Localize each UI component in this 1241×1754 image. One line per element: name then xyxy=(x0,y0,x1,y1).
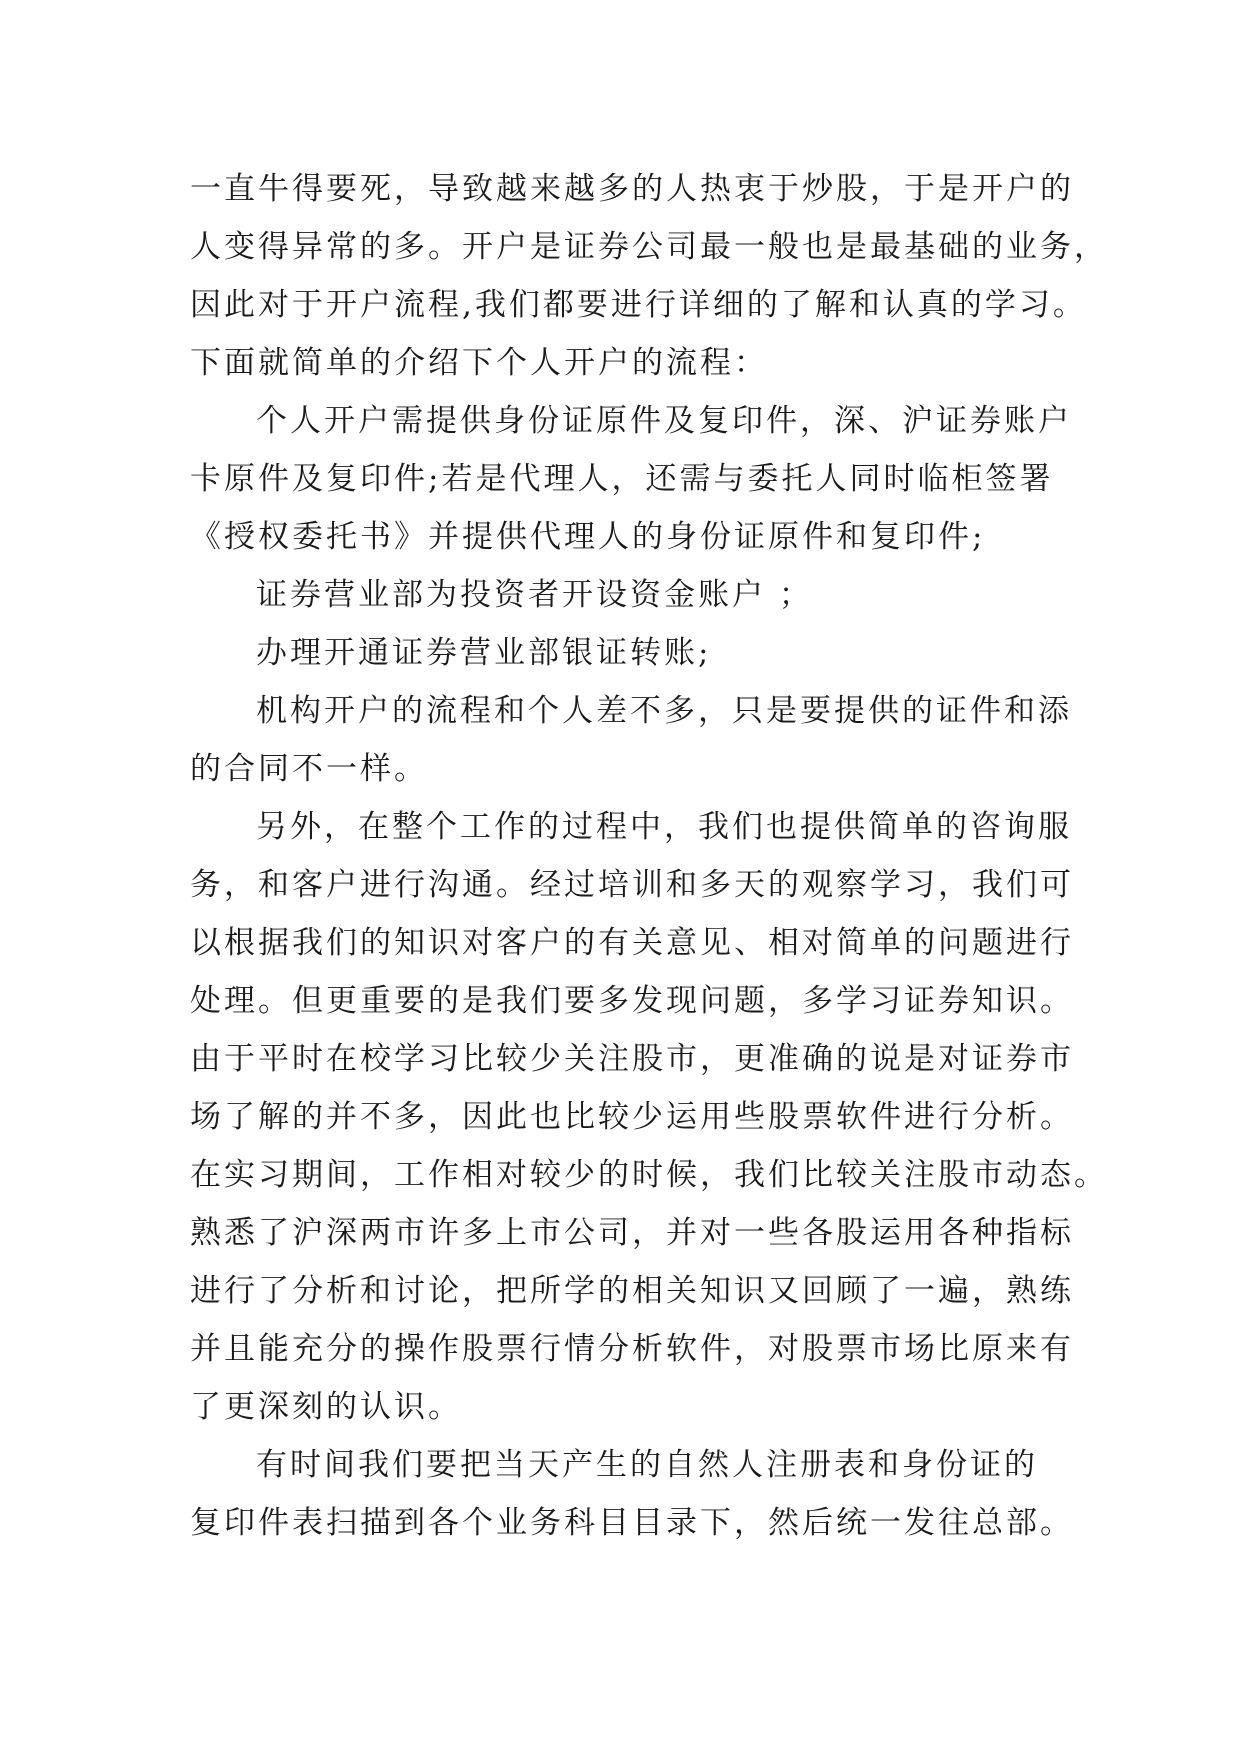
text-line: 熟悉了沪深两市许多上市公司，并对一些各股运用各种指标 xyxy=(190,1215,1074,1251)
text-line: 一直牛得要死，导致越来越多的人热衷于炒股，于是开户的 xyxy=(190,171,1074,207)
text-line: 因此对于开户流程,我们都要进行详细的了解和认真的学习。 xyxy=(190,287,1087,323)
text-line: 下面就简单的介绍下个人开户的流程： xyxy=(190,345,768,381)
text-line: 了更深刻的认识。 xyxy=(190,1389,462,1425)
text-line: 的合同不一样。 xyxy=(190,751,428,787)
text-line: 《授权委托书》并提供代理人的身份证原件和复印件; xyxy=(190,519,986,555)
text-line: 有时间我们要把当天产生的自然人注册表和身份证的 xyxy=(256,1447,1038,1483)
text-line: 机构开户的流程和个人差不多，只是要提供的证件和添 xyxy=(256,693,1072,729)
text-line: 以根据我们的知识对客户的有关意见、相对简单的问题进行 xyxy=(190,925,1074,961)
text-line: 处理。但更重要的是我们要多发现问题，多学习证券知识。 xyxy=(190,983,1074,1019)
body-text xyxy=(190,160,1108,1552)
text-line: 卡原件及复印件;若是代理人，还需与委托人同时临柜签署 xyxy=(190,461,1054,497)
text-line: 人变得异常的多。开户是证券公司最一般也是最基础的业务， xyxy=(190,229,1108,265)
text-line: 进行了分析和讨论，把所学的相关知识又回顾了一遍，熟练 xyxy=(190,1273,1074,1309)
text-line: 复印件表扫描到各个业务科目目录下，然后统一发往总部。 xyxy=(190,1505,1074,1541)
text-line: 证券营业部为投资者开设资金账户 ； xyxy=(256,577,813,613)
text-line: 个人开户需提供身份证原件及复印件，深、沪证券账户 xyxy=(256,403,1072,439)
text-line: 由于平时在校学习比较少关注股市，更准确的说是对证券市 xyxy=(190,1041,1074,1077)
text-line: 另外，在整个工作的过程中，我们也提供简单的咨询服 xyxy=(256,809,1072,845)
text-line: 务，和客户进行沟通。经过培训和多天的观察学习，我们可 xyxy=(190,867,1074,903)
text-line: 场了解的并不多，因此也比较少运用些股票软件进行分析。 xyxy=(190,1099,1074,1135)
text-line: 并且能充分的操作股票行情分析软件，对股票市场比原来有 xyxy=(190,1331,1074,1367)
text-line: 在实习期间，工作相对较少的时候，我们比较关注股市动态。 xyxy=(190,1157,1108,1193)
text-line: 办理开通证券营业部银证转账; xyxy=(256,635,712,671)
